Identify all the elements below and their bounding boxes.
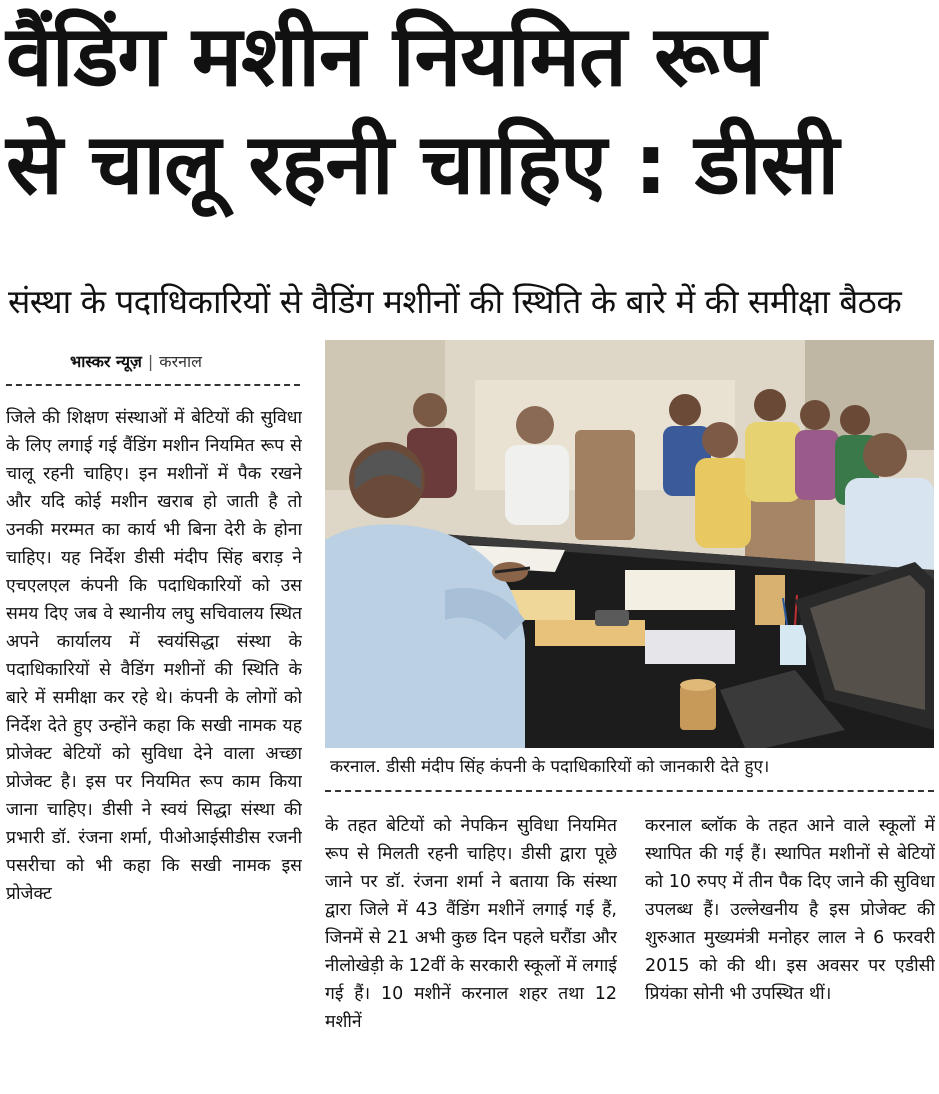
article-text-1: जिले की शिक्षण संस्थाओं में बेटियों की सुविधा के लिए लगाई गई वैंडिंग मशीन नियमित रूप से चालू रहनी चाहिए। इन मशीनों में पैक रखने और यदि कोई मशीन खराब हो जाती है तो उनकी मरम्मत का कार्य भी बिना देरी के होना चाहिए। यह निर्देश डीसी मंदीप सिंह बराड़ ने एचएलएल कंपनी कि पदाधिकारियों को उस समय दिए जब वे स्थानीय लघु सचिवालय स्थित अपने कार्यालय में स्वयंसिद्धा संस्था के पदाधिकारियों से वैडिंग मशीनों की स्थिति के बारे में समीक्षा कर रहे थे। कंपनी के लोगों को निर्देश देते हुए उन्होंने कहा कि सखी नामक यह प्रोजेक्ट बेटियों को सुविधा देने वाला अच्छा प्रोजेक्ट है। इस पर नियमित रूप काम किया जाना चाहिए। डीसी ने स्वयं सिद्धा संस्था की प्रभारी डॉ. रंजना शर्मा, पीओआईसीडीस रजनी पसरीचा को भी कहा कि सखी नामक इस प्रोजेक्ट xyxy=(6,408,302,904)
news-photo xyxy=(325,340,934,748)
article-column-1 xyxy=(6,404,302,1092)
caption-divider xyxy=(325,790,934,792)
article-column-2 xyxy=(325,812,617,1092)
byline-place: करनाल xyxy=(159,352,202,371)
subheadline: संस्था के पदाधिकारियों से वैडिंग मशीनों की स्थिति के बारे में की समीक्षा बैठक xyxy=(8,282,902,321)
meeting-photo-illustration xyxy=(325,340,934,748)
article-column-3 xyxy=(645,812,935,1092)
byline xyxy=(70,350,300,372)
byline-divider xyxy=(6,384,300,386)
headline-line-1: वैंडिंग मशीन नियमित रूप xyxy=(6,7,766,105)
byline-separator: | xyxy=(147,352,154,371)
article-text-3: करनाल ब्लॉक के तहत आने वाले स्कूलों में स्थापित की गई हैं। स्थापित मशीनों से बेटियों को 10 रुपए में तीन पैक दिए जाने की सुविधा उपलब्ध हैं। उल्लेखनीय है इस प्रोजेक्ट की शुरुआत मुख्यमंत्री मनोहर लाल ने 6 फरवरी 2015 को की थी। इस अवसर पर एडीसी प्रियंका सोनी भी उपस्थित थीं। xyxy=(645,816,935,1004)
article-text-2: के तहत बेटियों को नेपकिन सुविधा नियमित रूप से मिलती रहनी चाहिए। डीसी द्वारा पूछे जाने पर डॉ. रंजना शर्मा ने बताया कि संस्था द्वारा जिले में 43 वैंडिंग मशीनें लगाई गई हैं, जिनमें से 21 अभी कुछ दिन पहले घरौंडा और नीलोखेड़ी के 12वीं के सरकारी स्कूलों में लगाई गई हैं। 10 मशीनें करनाल शहर तथा 12 मशीनें xyxy=(325,816,617,1032)
headline-line-2: से चालू रहनी चाहिए : डीसी xyxy=(6,115,839,213)
byline-source: भास्कर न्यूज़ xyxy=(70,352,142,371)
headline xyxy=(6,2,934,218)
photo-caption: करनाल. डीसी मंदीप सिंह कंपनी के पदाधिकारियों को जानकारी देते हुए। xyxy=(330,757,770,777)
